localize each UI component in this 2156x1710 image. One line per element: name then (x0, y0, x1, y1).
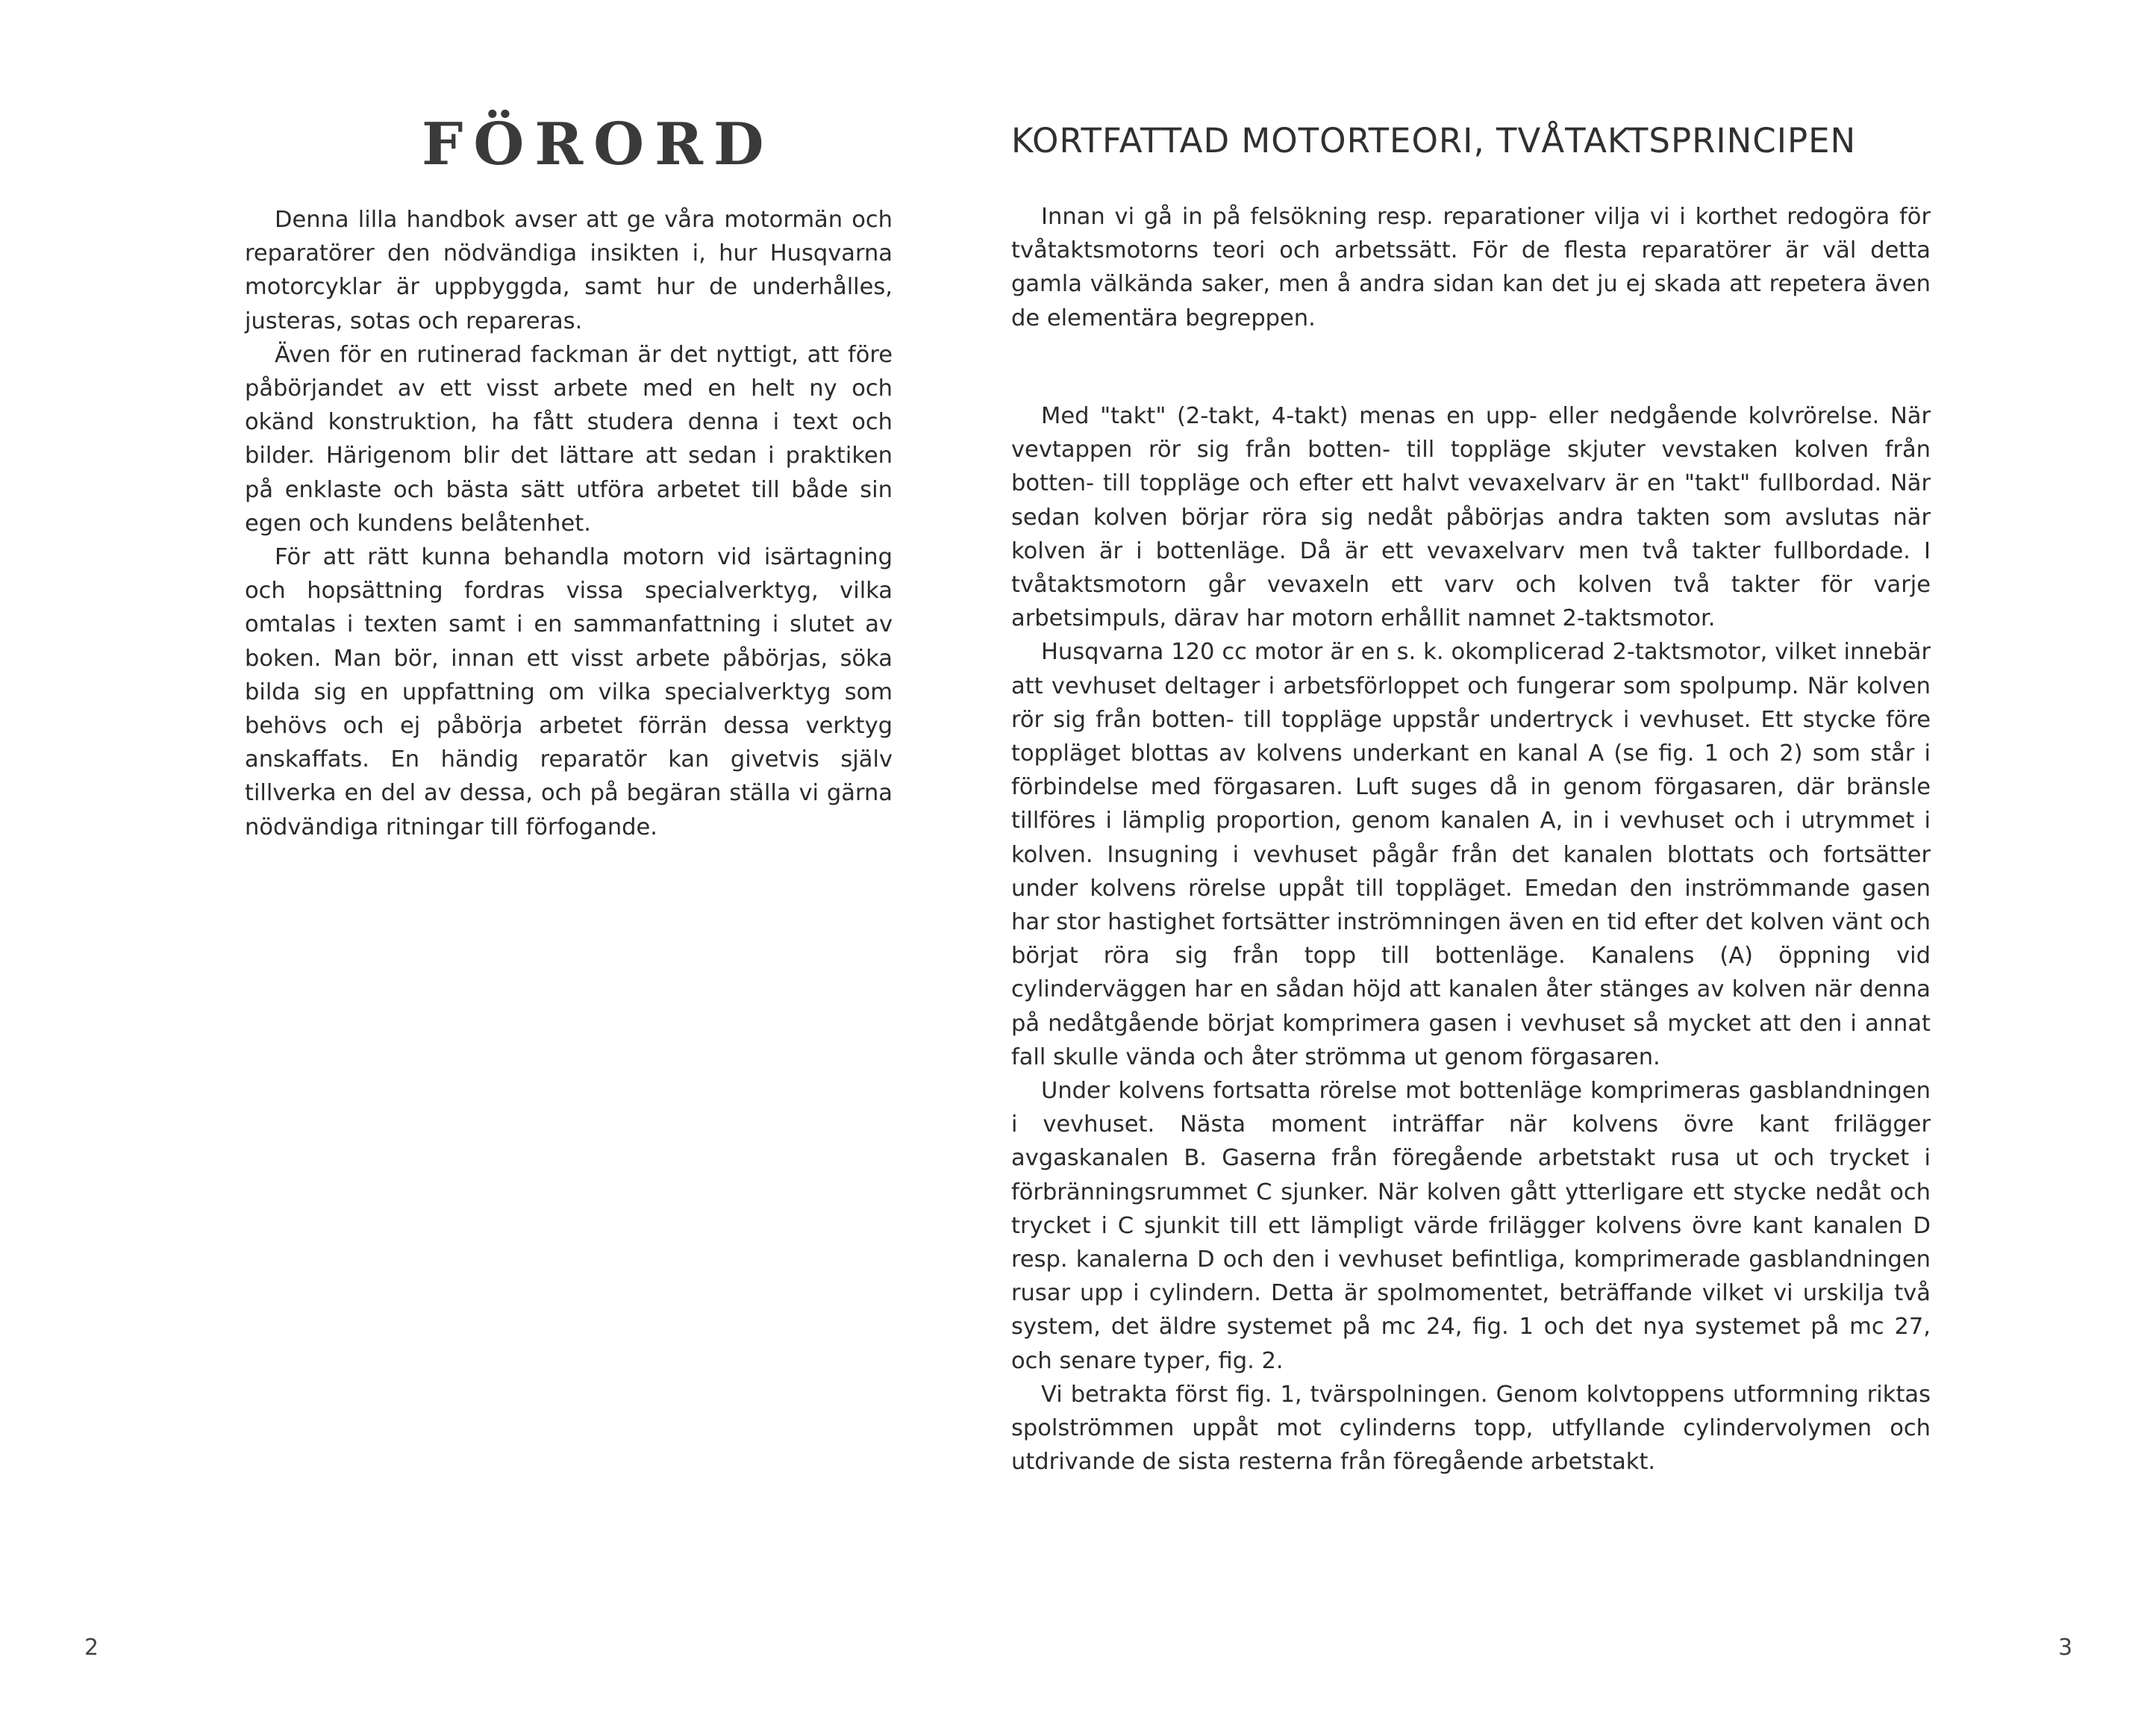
body-paragraph-4: Vi betrakta först fig. 1, tvärspolningen. Genom kolvtoppens utformning riktas spolströmmen uppåt mot cylinderns topp, utfyllande cylindervolymen och utdrivande de sista resterna från föregående arbetstakt. (1011, 1381, 1931, 1476)
body-paragraph-3: Under kolvens fortsatta rörelse mot bottenläge komprimeras gasblandningen i vevhuset. Nästa moment inträffar när kolvens övre kant frilägger avgaskanalen B. Gaserna från föregående arbetstakt rusa ut och trycket i förbränningsrummet C sjunker. När kolven gått ytterligare ett stycke nedåt och trycket i C sjunkit till ett lämpligt värde frilägger kolvens övre kant kanalen D resp. kanalerna D och den i vevhuset befintliga, komprimerade gasblandningen rusar upp i cylindern. Detta är spolmomentet, beträffande vilket vi urskilja två system, det äldre systemet på mc 24, fig. 1 och det nya systemet på mc 27, och senare typer, fig. 2. (1011, 1078, 1931, 1374)
body-paragraph-2: Husqvarna 120 cc motor är en s. k. okomplicerad 2-taktsmotor, vilket innebär att vevhuset deltager i arbetsförloppet och fungerar som spolpump. När kolven rör sig från botten- till toppläge uppstår undertryck i vevhuset. Ett stycke före toppläget blottas av kolvens underkant en kanal A (se fig. 1 och 2) som står i förbindelse med förgasaren. Luft suges då in genom förgasaren, där bränsle tillföres i lämplig proportion, genom kanalen A, in i vevhuset och i utrymmet i kolven. Insugning i vevhuset pågår från det kanalen blottats och fortsätter under kolvens rörelse uppåt till toppläget. Emedan den inströmmande gasen har stor hastighet fortsätter inströmningen även en tid efter det kolven vänt och börjat röra sig från topp till bottenläge. Kanalens (A) öppning vid cylinderväggen har en sådan höjd att kanalen åter stänges av kolven när denna på nedåtgående börjat komprimera gasen i vevhuset så mycket att den i annat fall skulle vända och åter strömma ut genom förgasaren. (1011, 639, 1931, 1070)
intro-paragraph: Innan vi gå in på felsökning resp. reparationer vilja vi i korthet redogöra för tvåtaktsmotorns teori och arbetssätt. För de flesta reparatörer är väl detta gamla välkända saker, men å andra sidan kan det ju ej skada att repetera även de elementära begreppen. (1011, 204, 1931, 331)
forord-paragraph-2: Även för en rutinerad fackman är det nyttigt, att före påbörjandet av ett visst arbete med en helt ny och okänd konstruktion, ha fått studera denna i text och bilder. Härigenom blir det lättare att sedan i praktiken på enklaste och bästa sätt utföra arbetet till både sin egen och kundens belåtenhet. (245, 341, 893, 537)
forord-paragraph-1: Denna lilla handbok avser att ge våra motormän och reparatörer den nödvändiga insikten i, hur Husqvarna motorcyklar är uppbyggda, samt hur de underhålles, justeras, sotas och repareras. (245, 207, 893, 334)
motorteori-title: KORTFATTAD MOTORTEORI, TVÅTAKTSPRINCIPEN (1011, 121, 1857, 160)
body-paragraph-1: Med "takt" (2-takt, 4-takt) menas en upp- eller nedgående kolvrörelse. När vevtappen rör sig från botten- till toppläge skjuter vevstaken kolven från botten- till toppläge och efter ett halvt vevaxelvarv är en "takt" fullbordad. När sedan kolven börjar röra sig nedåt påbörjas andra takten som avslutas när kolven är i bottenläge. Då är ett vevaxelvarv men två takter fullbordade. I tvåtaktsmotorn går vevaxeln ett varv och kolven två takter för varje arbetsimpuls, därav har motorn erhållit namnet 2-taktsmotor. (1011, 403, 1931, 632)
motorteori-body (1011, 399, 1931, 1479)
page-number-left: 2 (84, 1635, 99, 1661)
forord-text (245, 203, 893, 844)
motorteori-intro (1011, 200, 1931, 335)
page-number-right: 3 (2058, 1635, 2073, 1661)
forord-title: FÖRORD (422, 110, 775, 178)
forord-paragraph-3: För att rätt kunna behandla motorn vid isärtagning och hopsättning fordras vissa specialverktyg, vilka omtalas i texten samt i en sammanfattning i slutet av boken. Man bör, innan ett visst arbete påbörjas, söka bilda sig en uppfattning om vilka specialverktyg som behövs och ej påbörja arbetet förrän dessa verktyg anskaffats. En händig reparatör kan givetvis själv tillverka en del av dessa, och på begäran ställa vi gärna nödvändiga ritningar till förfogande. (245, 544, 893, 840)
